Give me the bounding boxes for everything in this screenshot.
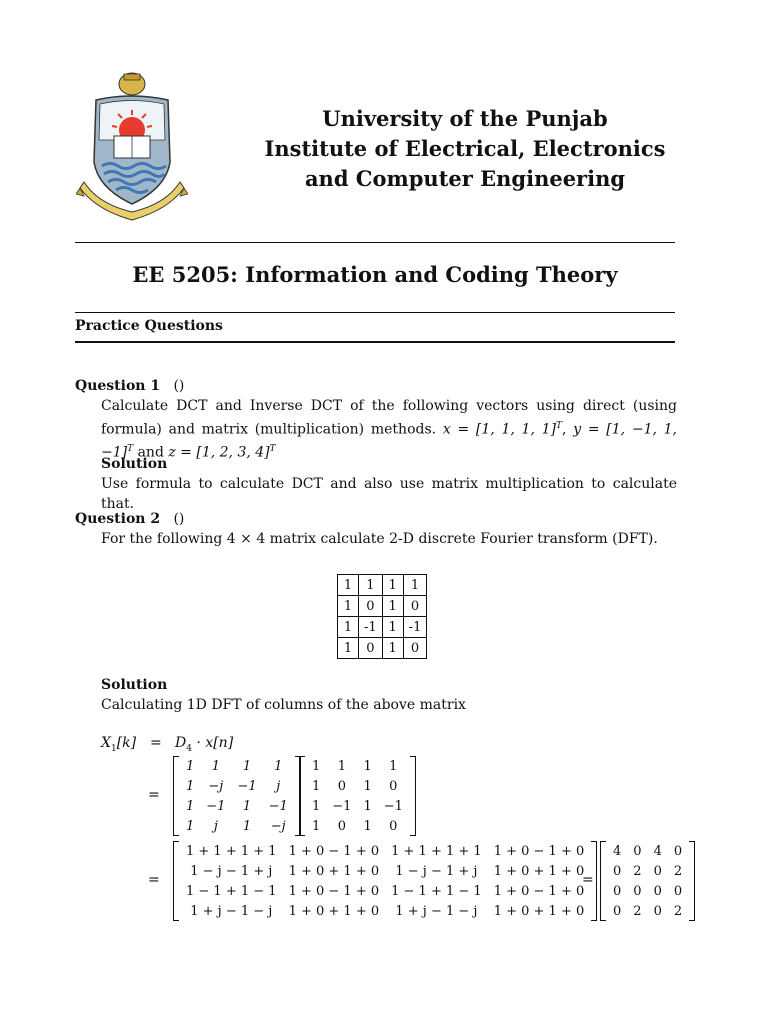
matrix-row — [180, 901, 590, 921]
x-cell: 1 — [363, 778, 372, 794]
expanded-cell: 1 + 1 + 1 + 1 — [391, 843, 482, 859]
expanded-cell: 1 + 0 + 1 + 0 — [493, 903, 585, 919]
d4-cell: 1 — [242, 798, 252, 814]
university-seal-logo — [76, 70, 188, 230]
d4-cell: 1 — [186, 778, 195, 794]
d4-cell: 1 — [211, 758, 220, 774]
equals-sign-2: = — [148, 787, 160, 803]
expanded-cell: 1 + 0 − 1 + 0 — [493, 843, 585, 859]
vector-z: z = [1, 2, 3, 4] — [168, 444, 270, 461]
matrix-row — [180, 756, 294, 776]
question-2-heading — [75, 511, 184, 527]
result-cell: 0 — [613, 863, 622, 879]
result-cell: 4 — [653, 843, 662, 859]
question-2-text: For the following 4 × 4 matrix calculate 2-D discrete Fourier transform (DFT). — [101, 531, 658, 547]
d4-cell: 1 — [242, 758, 252, 774]
question-1-text: Calculate DCT and Inverse DCT of the following vectors using direct (using formula) and matrix (multiplication) methods. x = [1, 1, 1, 1]$^T$, y = [1, −1, 1, −1]$^T$ and z = [1, 2, 3, 4]$^T$ — [101, 398, 678, 461]
equation-lhs: $X_1[k]$ — [101, 735, 137, 754]
course-title: EE 5205: Information and Coding Theory — [132, 262, 618, 287]
d4-cell: −1 — [268, 798, 288, 814]
x-cell: 1 — [312, 758, 321, 774]
result-cell: 0 — [613, 883, 622, 899]
expanded-cell: 1 + 0 − 1 + 0 — [288, 883, 380, 899]
vector-y: y = [1, −1, 1, −1] — [101, 421, 678, 461]
and-word: and — [137, 444, 164, 461]
expanded-cell: 1 − 1 + 1 − 1 — [186, 883, 277, 899]
d4-cell: 1 — [186, 758, 195, 774]
table-row — [338, 575, 427, 596]
table-cell: 0 — [403, 638, 427, 659]
x-cell: 1 — [312, 798, 321, 814]
matrix-row — [607, 901, 688, 921]
section-divider — [75, 341, 675, 343]
question-2-solution-text: Calculating 1D DFT of columns of the above matrix — [101, 697, 466, 713]
matrix-row — [306, 756, 409, 776]
left-bracket — [299, 756, 305, 836]
d4-cell: 1 — [186, 818, 195, 834]
table-cell: 1 — [338, 575, 359, 596]
result-cell: 0 — [613, 903, 622, 919]
expanded-cell: 1 + 1 + 1 + 1 — [186, 843, 277, 859]
table-cell: 1 — [338, 638, 359, 659]
table-cell: 0 — [359, 596, 383, 617]
expanded-cell: 1 + 0 + 1 + 0 — [288, 903, 380, 919]
dft-matrix-d4 — [173, 756, 301, 836]
question-2-solution-label: Solution — [101, 677, 168, 693]
question-1-heading — [75, 378, 184, 394]
expanded-cell: 1 + 0 − 1 + 0 — [288, 843, 380, 859]
table-row — [338, 596, 427, 617]
input-matrix — [299, 756, 416, 836]
x-cell: 0 — [389, 778, 398, 794]
result-cell: 2 — [673, 903, 683, 919]
question-2-label: Question 2 — [75, 511, 161, 527]
d4-cell: j — [276, 778, 281, 794]
matrix-row — [180, 881, 590, 901]
table-cell: 1 — [382, 596, 403, 617]
result-cell: 0 — [653, 883, 662, 899]
table-cell: 0 — [403, 596, 427, 617]
transpose-y: T — [127, 443, 134, 454]
table-cell: 1 — [338, 596, 359, 617]
table-cell: 1 — [382, 575, 403, 596]
d4-cell: 1 — [274, 758, 283, 774]
matrix-row — [306, 816, 409, 836]
right-bracket — [410, 756, 416, 836]
expanded-cell: 1 − j − 1 + j — [190, 863, 273, 879]
result-cell: 2 — [633, 863, 642, 879]
transpose-z: T — [269, 443, 276, 454]
matrix-row — [607, 881, 688, 901]
question-1-solution-text: Use formula to calculate DCT and also use matrix multiplication to calculate that. — [101, 476, 677, 512]
equals-sign-1: = — [150, 735, 162, 751]
matrix-row — [306, 776, 409, 796]
equation-rhs: $D_4 \cdot x[n]$ — [175, 735, 234, 754]
d4-cell: −j — [270, 818, 286, 834]
vector-x: x = [1, 1, 1, 1] — [442, 421, 556, 438]
matrix-row — [180, 861, 590, 881]
result-cell: 2 — [673, 863, 683, 879]
d4-cell: −1 — [237, 778, 257, 794]
table-cell: -1 — [403, 617, 427, 638]
expanded-cell: 1 − j − 1 + j — [395, 863, 478, 879]
x-cell: 1 — [389, 758, 398, 774]
question-1-label: Question 1 — [75, 378, 161, 394]
header-divider — [75, 242, 675, 243]
expanded-cell: 1 + 0 − 1 + 0 — [493, 883, 585, 899]
left-bracket — [173, 756, 179, 836]
institute-name-line2: and Computer Engineering — [304, 166, 626, 191]
result-cell: 0 — [673, 883, 683, 899]
x-cell: 0 — [389, 818, 398, 834]
matrix-row — [607, 861, 688, 881]
x-cell: 1 — [363, 758, 372, 774]
x-cell: −1 — [332, 798, 352, 814]
result-cell: 0 — [653, 903, 662, 919]
result-cell: 0 — [653, 863, 662, 879]
result-cell: 0 — [633, 843, 642, 859]
transpose-x: T — [556, 420, 563, 431]
table-row — [338, 638, 427, 659]
question-1-prompt: Calculate DCT and Inverse DCT of the following vectors using direct (using formula) and matrix (multiplication) methods. — [101, 398, 677, 438]
d4-cell: −j — [208, 778, 224, 794]
institution-header — [250, 104, 680, 194]
question-2-marks: () — [173, 511, 185, 527]
d4-cell: j — [213, 818, 218, 834]
x-cell: 1 — [312, 778, 321, 794]
table-cell: 1 — [338, 617, 359, 638]
expanded-cell: 1 + 0 + 1 + 0 — [493, 863, 585, 879]
section-title: Practice Questions — [75, 318, 223, 334]
d4-cell: −1 — [206, 798, 226, 814]
matrix-row — [306, 796, 409, 816]
matrix-row — [607, 841, 688, 861]
x-cell: 0 — [337, 818, 346, 834]
matrix-row — [180, 816, 294, 836]
table-cell: 1 — [382, 638, 403, 659]
table-cell: 1 — [403, 575, 427, 596]
expanded-cell: 1 + j − 1 − j — [395, 903, 478, 919]
result-cell: 0 — [673, 843, 683, 859]
result-cell: 4 — [613, 843, 622, 859]
equals-sign-4: = — [582, 872, 594, 888]
table-cell: 0 — [359, 638, 383, 659]
x-cell: 1 — [337, 758, 346, 774]
university-name: University of the Punjab — [322, 106, 608, 131]
expanded-product-matrix — [173, 841, 597, 921]
left-bracket — [600, 841, 606, 921]
question-1-solution-label: Solution — [101, 456, 168, 472]
matrix-row — [180, 841, 590, 861]
equals-sign-3: = — [148, 872, 160, 888]
table-row — [338, 617, 427, 638]
x-cell: 1 — [312, 818, 321, 834]
table-cell: 1 — [359, 575, 383, 596]
input-matrix-table — [337, 574, 427, 659]
matrix-row — [180, 796, 294, 816]
x-cell: 1 — [363, 818, 372, 834]
table-cell: -1 — [359, 617, 383, 638]
x-cell: 0 — [337, 778, 346, 794]
left-bracket — [173, 841, 179, 921]
expanded-cell: 1 − 1 + 1 − 1 — [391, 883, 482, 899]
result-cell: 2 — [633, 903, 642, 919]
result-matrix — [600, 841, 695, 921]
matrix-row — [180, 776, 294, 796]
x-cell: −1 — [383, 798, 403, 814]
d4-cell: 1 — [186, 798, 195, 814]
question-1-marks: () — [173, 378, 185, 394]
table-cell: 1 — [382, 617, 403, 638]
title-divider — [75, 312, 675, 313]
right-bracket — [689, 841, 695, 921]
d4-cell: 1 — [242, 818, 252, 834]
result-cell: 0 — [633, 883, 642, 899]
expanded-cell: 1 + j − 1 − j — [190, 903, 273, 919]
expanded-cell: 1 + 0 + 1 + 0 — [288, 863, 380, 879]
x-cell: 1 — [363, 798, 372, 814]
institute-name-line1: Institute of Electrical, Electronics — [264, 136, 666, 161]
